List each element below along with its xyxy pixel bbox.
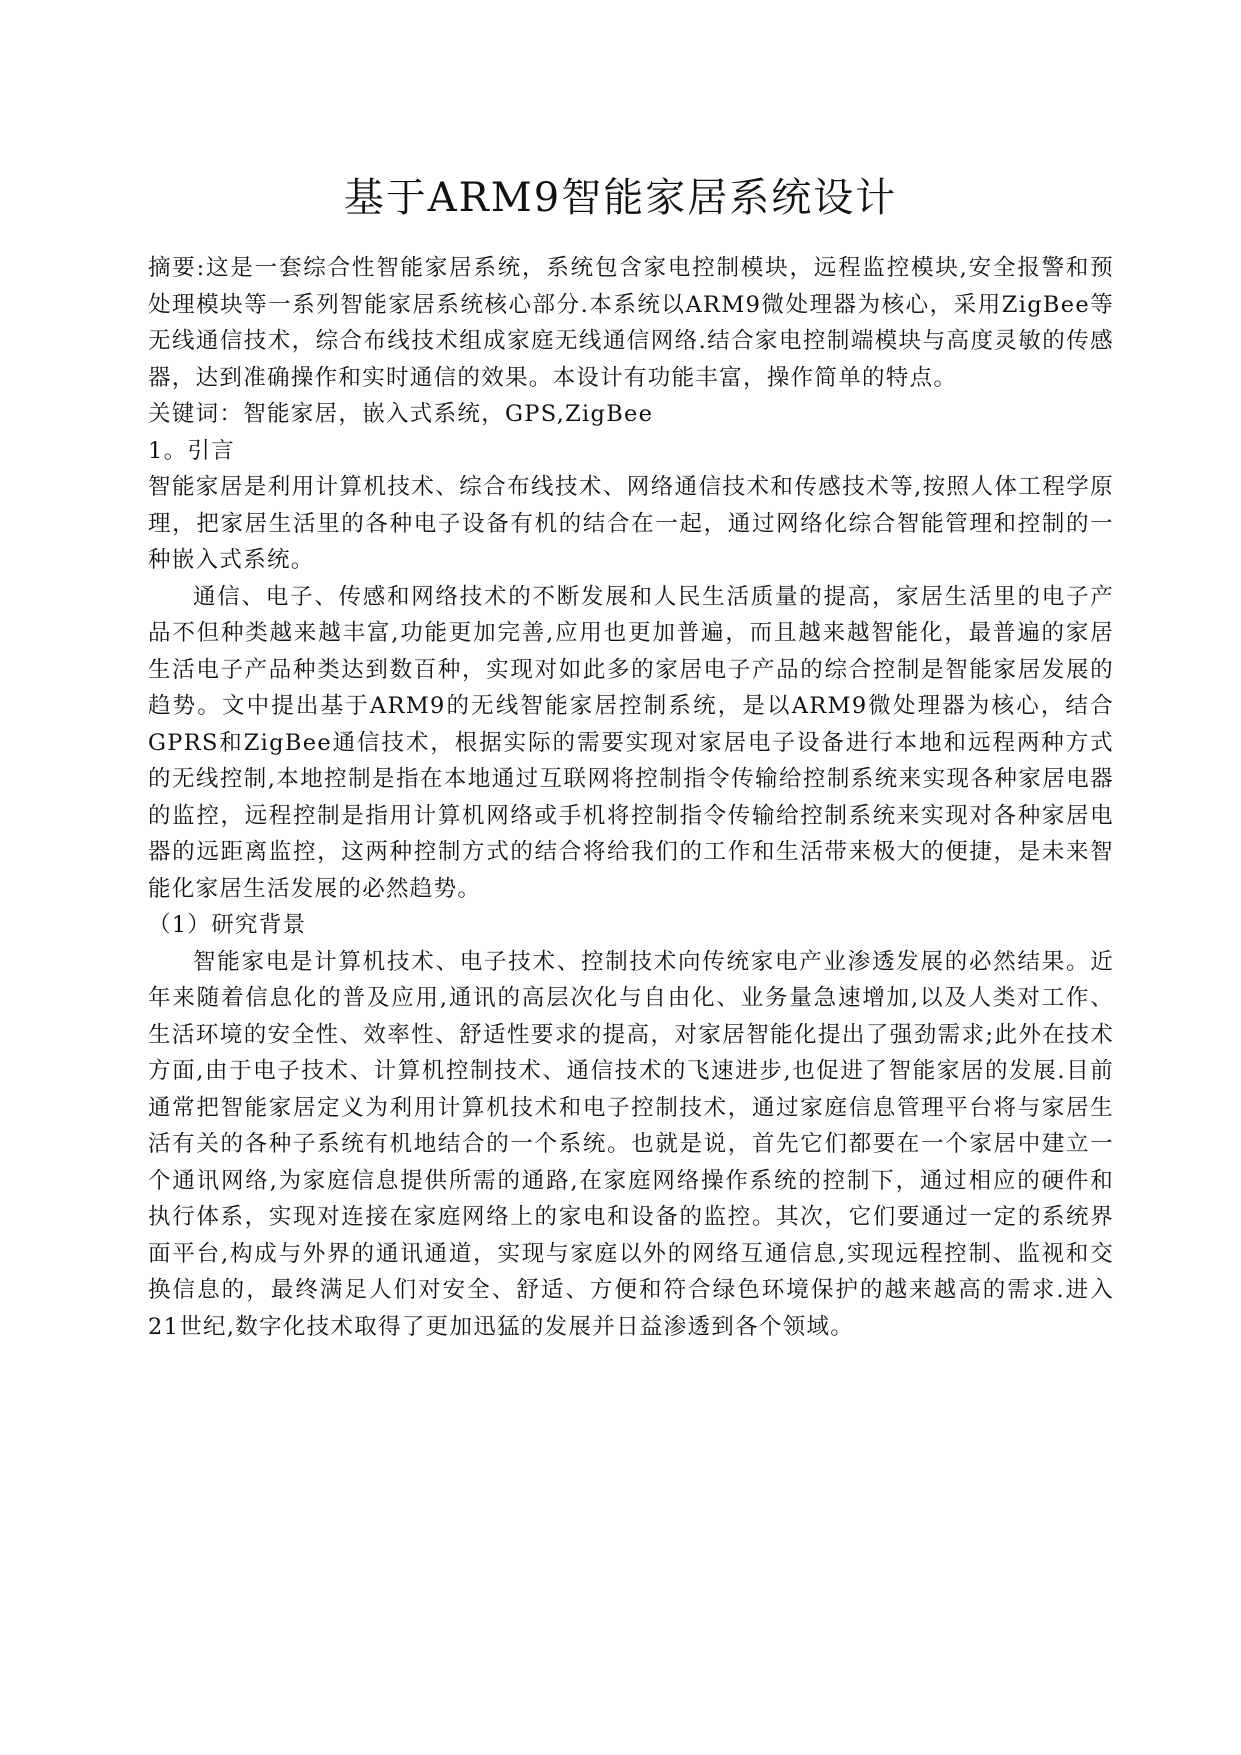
abstract-paragraph: 摘要:这是一套综合性智能家居系统，系统包含家电控制模块，远程监控模块,安全报警和预处理模块等一系列智能家居系统核心部分.本系统以ARM9微处理器为核心，采用ZigBee等无线通信技术，综合布线技术组成家庭无线通信网络.结合家电控制端模块与高度灵敏的传感器，达到准确操作和实时通信的效果。本设计有功能丰富，操作简单的特点。 <box>148 255 1114 391</box>
paper-title: 基于ARM9智能家居系统设计 <box>343 175 898 221</box>
subsection-heading-background: （1）研究背景 <box>148 912 307 938</box>
introduction-paragraph-2: 通信、电子、传感和网络技术的不断发展和人民生活质量的提高，家居生活里的电子产品不但种类越来越丰富,功能更加完善,应用也更加普遍，而且越来越智能化，最普遍的家居生活电子产品种类达到数百种，实现对如此多的家居电子产品的综合控制是智能家居发展的趋势。文中提出基于ARM9的无线智能家居控制系统，是以ARM9微处理器为核心，结合GPRS和ZigBee通信技术，根据实际的需要实现对家居电子设备进行本地和远程两种方式的无线控制,本地控制是指在本地通过互联网将控制指令传输给控制系统来实现各种家居电器的监控，远程控制是指用计算机网络或手机将控制指令传输给控制系统来实现对各种家居电器的远距离监控，这两种控制方式的结合将给我们的工作和生活带来极大的便捷，是未来智能化家居生活发展的必然趋势。 <box>148 583 1114 902</box>
introduction-paragraph-1: 智能家居是利用计算机技术、综合布线技术、网络通信技术和传感技术等,按照人体工程学原理，把家居生活里的各种电子设备有机的结合在一起，通过网络化综合智能管理和控制的一种嵌入式系统。 <box>148 474 1114 573</box>
paper-body <box>148 250 1114 1345</box>
section-heading-introduction: 1。引言 <box>148 437 236 464</box>
keywords-line: 关键词：智能家居，嵌入式系统，GPS,ZigBee <box>148 401 654 427</box>
background-paragraph: 智能家电是计算机技术、电子技术、控制技术向传统家电产业渗透发展的必然结果。近年来随着信息化的普及应用,通讯的高层次化与自由化、业务量急速增加,以及人类对工作、生活环境的安全性、效率性、舒适性要求的提高，对家居智能化提出了强劲需求;此外在技术方面,由于电子技术、计算机控制技术、通信技术的飞速进步,也促进了智能家居的发展.目前通常把智能家居定义为利用计算机技术和电子控制技术，通过家庭信息管理平台将与家居生活有关的各种子系统有机地结合的一个系统。也就是说，首先它们都要在一个家居中建立一个通讯网络,为家庭信息提供所需的通路,在家庭网络操作系统的控制下，通过相应的硬件和执行体系，实现对连接在家庭网络上的家电和设备的监控。其次，它们要通过一定的系统界面平台,构成与外界的通讯通道，实现与家庭以外的网络互通信息,实现远程控制、监视和交换信息的，最终满足人们对安全、舒适、方便和符合绿色环境保护的越来越高的需求.进入21世纪,数字化技术取得了更加迅猛的发展并日益渗透到各个领域。 <box>148 948 1114 1340</box>
